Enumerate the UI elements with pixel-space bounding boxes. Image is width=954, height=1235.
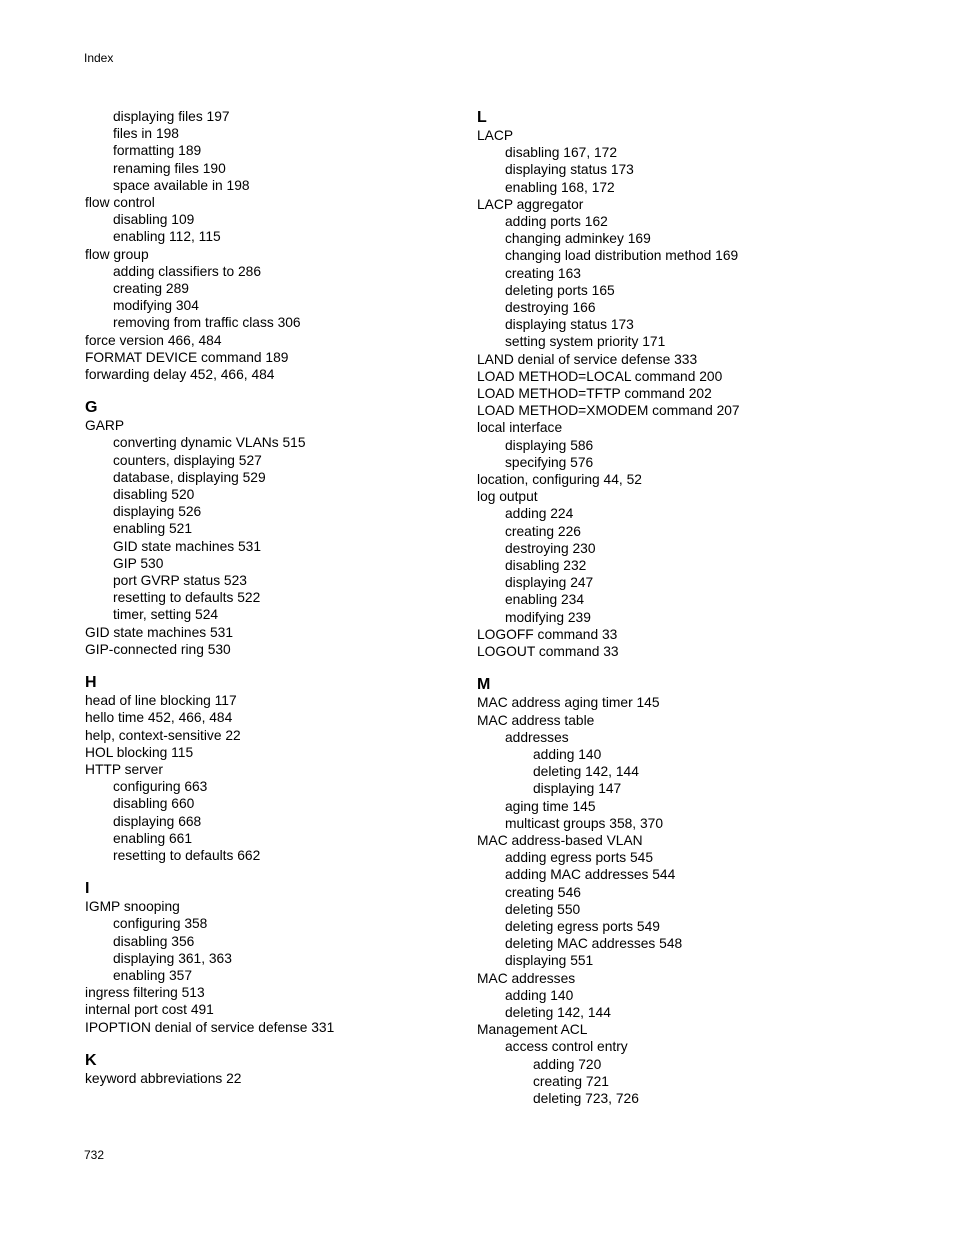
index-subentry: adding ports 162 [505, 214, 608, 230]
index-subentry: deleting MAC addresses 548 [505, 936, 683, 952]
index-subentry: deleting 550 [505, 901, 581, 917]
index-entry: log output [477, 489, 538, 505]
index-entry: LOAD METHOD=TFTP command 202 [477, 386, 712, 402]
index-subentry: deleting ports 165 [505, 282, 615, 298]
index-subentry: displaying status 173 [505, 162, 634, 178]
index-subentry: adding MAC addresses 544 [505, 867, 676, 883]
index-subentry: creating 289 [113, 281, 189, 297]
index-letter-heading: G [85, 399, 98, 417]
index-entry: LAND denial of service defense 333 [477, 351, 698, 367]
index-entry: head of line blocking 117 [85, 693, 237, 709]
index-entry: MAC address-based VLAN [477, 832, 643, 848]
index-entry: flow group [85, 246, 149, 262]
index-entry: help, context-sensitive 22 [85, 727, 241, 743]
index-subentry: deleting egress ports 549 [505, 918, 660, 934]
index-subentry: destroying 166 [505, 300, 596, 316]
index-subentry: setting system priority 171 [505, 334, 666, 350]
index-subentry: enabling 234 [505, 592, 585, 608]
index-subentry: creating 546 [505, 884, 581, 900]
index-subentry: disabling 356 [113, 933, 195, 949]
index-subentry: files in 198 [113, 126, 179, 142]
page-number: 732 [84, 1148, 105, 1162]
index-entry: FORMAT DEVICE command 189 [85, 349, 289, 365]
index-subentry: displaying 551 [505, 953, 594, 969]
index-subentry: addresses [505, 729, 569, 745]
index-entry: IGMP snooping [85, 899, 180, 915]
index-subentry: creating 163 [505, 265, 581, 281]
index-subentry: configuring 358 [113, 916, 208, 932]
index-subentry: destroying 230 [505, 540, 596, 556]
index-entry: GARP [85, 418, 125, 434]
index-subentry: creating 721 [533, 1073, 609, 1089]
index-subentry: resetting to defaults 662 [113, 847, 261, 863]
index-entry: LOGOFF command 33 [477, 626, 618, 642]
index-subentry: resetting to defaults 522 [113, 590, 261, 606]
index-subentry: displaying files 197 [113, 109, 230, 124]
index-subentry: database, displaying 529 [113, 469, 266, 485]
index-letter-heading: M [477, 676, 491, 694]
index-entry: location, configuring 44, 52 [477, 472, 642, 488]
index-entry: flow control [85, 195, 155, 211]
index-entry: LOGOUT command 33 [477, 644, 619, 660]
index-subentry: multicast groups 358, 370 [505, 815, 663, 831]
index-subentry: deleting 142, 144 [533, 764, 639, 780]
index-subentry: port GVRP status 523 [113, 573, 247, 589]
index-entry: LACP [477, 128, 514, 143]
index-subentry: adding classifiers to 286 [113, 263, 262, 279]
index-subentry: specifying 576 [505, 454, 594, 470]
index-subentry: GID state machines 531 [113, 538, 262, 554]
index-subentry: disabling 232 [505, 558, 587, 574]
index-entry: MAC address aging timer 145 [477, 695, 660, 711]
index-subentry: enabling 357 [113, 967, 193, 983]
index-subentry: space available in 198 [113, 177, 250, 193]
index-entry: forwarding delay 452, 466, 484 [85, 367, 275, 383]
index-entry: keyword abbreviations 22 [85, 1070, 242, 1086]
index-subentry: adding 224 [505, 506, 574, 522]
index-entry: local interface [477, 420, 563, 436]
index-entry: IPOPTION denial of service defense 331 [85, 1019, 335, 1035]
index-subentry: adding egress ports 545 [505, 850, 654, 866]
index-subentry: configuring 663 [113, 779, 208, 795]
index-subentry: displaying 526 [113, 504, 202, 520]
index-entry: GIP-connected ring 530 [85, 641, 231, 657]
index-subentry: modifying 239 [505, 609, 591, 625]
index-column-left [85, 108, 455, 1087]
index-subentry: GIP 530 [113, 555, 164, 571]
index-subentry: disabling 167, 172 [505, 145, 617, 161]
index-subentry: changing load distribution method 169 [505, 248, 739, 264]
index-entry: Management ACL [477, 1022, 588, 1038]
index-entry: MAC addresses [477, 970, 576, 986]
index-entry: force version 466, 484 [85, 332, 222, 348]
index-letter-heading: H [85, 674, 97, 692]
index-subentry: enabling 661 [113, 830, 193, 846]
index-column-right [477, 108, 847, 1107]
index-subentry: adding 140 [505, 987, 574, 1003]
index-subentry: displaying 361, 363 [113, 950, 232, 966]
index-subentry: formatting 189 [113, 143, 202, 159]
index-subentry: disabling 109 [113, 212, 195, 228]
index-letter-heading: I [85, 880, 90, 898]
index-letter-heading: L [477, 109, 487, 126]
index-entry: LACP aggregator [477, 196, 584, 212]
index-entry: internal port cost 491 [85, 1002, 214, 1018]
index-subentry: removing from traffic class 306 [113, 315, 301, 331]
index-entry: HOL blocking 115 [85, 744, 194, 760]
index-entry: GID state machines 531 [85, 624, 234, 640]
index-subentry: adding 140 [533, 746, 602, 762]
index-subentry: deleting 142, 144 [505, 1004, 611, 1020]
index-entry: LOAD METHOD=LOCAL command 200 [477, 368, 723, 384]
index-subentry: aging time 145 [505, 798, 596, 814]
index-subentry: disabling 520 [113, 487, 195, 503]
index-subentry: renaming files 190 [113, 160, 226, 176]
index-subentry: displaying 586 [505, 437, 594, 453]
index-entry: ingress filtering 513 [85, 985, 205, 1001]
index-subentry: disabling 660 [113, 796, 195, 812]
index-entry: HTTP server [85, 761, 163, 777]
index-entry: hello time 452, 466, 484 [85, 710, 233, 726]
index-subentry: displaying 147 [533, 781, 622, 797]
index-subentry: displaying 668 [113, 813, 202, 829]
index-subentry: displaying status 173 [505, 317, 634, 333]
index-subentry: converting dynamic VLANs 515 [113, 435, 306, 451]
index-subentry: access control entry [505, 1039, 628, 1055]
index-subentry: adding 720 [533, 1056, 602, 1072]
index-subentry: displaying 247 [505, 575, 594, 591]
index-entry: MAC address table [477, 712, 595, 728]
index-subentry: enabling 521 [113, 521, 193, 537]
index-letter-heading: K [85, 1051, 97, 1069]
index-subentry: creating 226 [505, 523, 581, 539]
running-head: Index [84, 51, 114, 65]
index-entry: LOAD METHOD=XMODEM command 207 [477, 403, 740, 419]
index-subentry: modifying 304 [113, 298, 199, 314]
index-subentry: timer, setting 524 [113, 607, 219, 623]
index-subentry: counters, displaying 527 [113, 452, 262, 468]
index-subentry: changing adminkey 169 [505, 231, 651, 247]
index-subentry: enabling 112, 115 [113, 229, 221, 245]
index-subentry: deleting 723, 726 [533, 1090, 639, 1106]
index-subentry: enabling 168, 172 [505, 179, 615, 195]
